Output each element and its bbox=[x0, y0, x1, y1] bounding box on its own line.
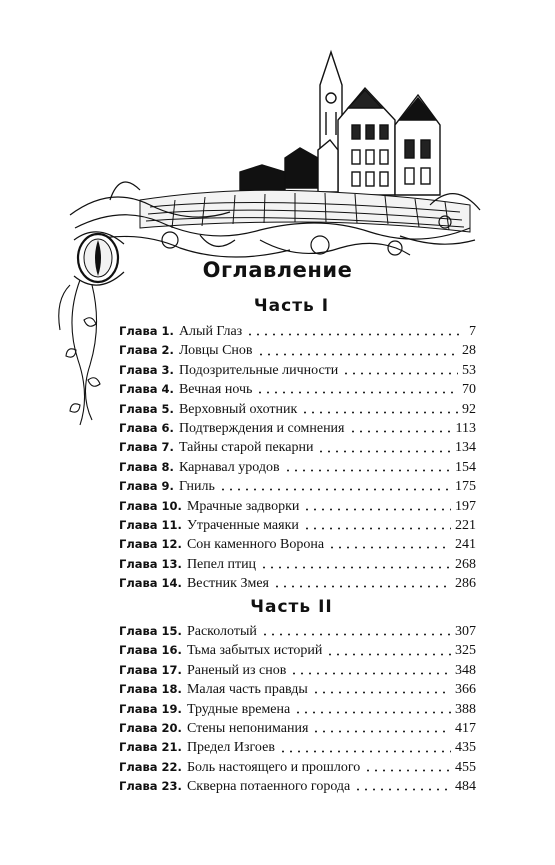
dot-leader bbox=[328, 546, 451, 549]
part-2-chapter-list bbox=[119, 622, 476, 797]
page-number: 417 bbox=[455, 720, 476, 736]
toc-entry bbox=[119, 719, 476, 738]
page-number: 7 bbox=[469, 324, 476, 339]
page-number: 366 bbox=[455, 682, 476, 698]
page-number: 197 bbox=[455, 498, 476, 514]
chapter-number: Глава 14. bbox=[119, 576, 182, 591]
toc-entry bbox=[119, 438, 476, 457]
chapter-title: Стены непонимания bbox=[186, 720, 309, 736]
page-number: 241 bbox=[455, 537, 476, 553]
chapter-number: Глава 1. bbox=[119, 324, 174, 338]
dot-leader bbox=[219, 488, 451, 491]
chapter-number: Глава 8. bbox=[119, 459, 174, 474]
toc-entry bbox=[119, 322, 476, 341]
dot-leader bbox=[303, 527, 451, 530]
toc-entry bbox=[119, 758, 476, 777]
chapter-number: Глава 3. bbox=[119, 362, 174, 377]
toc-entry bbox=[119, 380, 476, 399]
dot-leader bbox=[349, 430, 452, 433]
page-number: 113 bbox=[455, 420, 476, 436]
dot-leader bbox=[303, 508, 451, 511]
chapter-number: Глава 21. bbox=[119, 740, 182, 755]
chapter-title: Боль настоящего и прошлого bbox=[186, 759, 361, 775]
chapter-title: Сон каменного Ворона bbox=[186, 537, 325, 553]
toc-entry bbox=[119, 458, 476, 477]
chapter-title: Расколотый bbox=[186, 624, 257, 639]
toc-entry bbox=[119, 341, 476, 360]
chapter-title: Подтверждения и сомнения bbox=[178, 420, 345, 436]
toc-entry bbox=[119, 574, 476, 593]
chapter-number: Глава 23. bbox=[119, 779, 182, 794]
page-number: 134 bbox=[455, 440, 476, 456]
dot-leader bbox=[279, 750, 451, 753]
dot-leader bbox=[326, 653, 451, 656]
page-number: 286 bbox=[455, 576, 476, 592]
toc-entry bbox=[119, 400, 476, 419]
dot-leader bbox=[273, 585, 451, 588]
chapter-number: Глава 17. bbox=[119, 662, 182, 677]
chapter-title: Вечная ночь bbox=[178, 382, 253, 398]
chapter-number: Глава 13. bbox=[119, 556, 182, 571]
part-1-title: Часть I bbox=[253, 296, 330, 316]
toc-entry bbox=[119, 777, 476, 796]
dot-leader bbox=[312, 730, 451, 733]
page-number: 307 bbox=[455, 624, 476, 639]
dot-leader bbox=[246, 333, 465, 336]
dot-leader bbox=[257, 353, 458, 356]
part-2-title: Часть II bbox=[250, 597, 333, 617]
chapter-number: Глава 6. bbox=[119, 420, 174, 435]
chapter-number: Глава 15. bbox=[119, 624, 182, 638]
chapter-title: Тьма забытых историй bbox=[186, 643, 323, 659]
cobblestone-road bbox=[140, 190, 470, 232]
chapter-number: Глава 11. bbox=[119, 517, 182, 532]
page-number: 154 bbox=[455, 459, 476, 475]
dot-leader bbox=[312, 691, 451, 694]
page-number: 325 bbox=[455, 643, 476, 659]
toc-entry bbox=[119, 555, 476, 574]
toc-title: Оглавление bbox=[202, 258, 353, 282]
page-number: 92 bbox=[462, 401, 476, 417]
chapter-number: Глава 4. bbox=[119, 382, 174, 397]
chapter-number: Глава 5. bbox=[119, 401, 174, 416]
toc-entry bbox=[119, 516, 476, 535]
dot-leader bbox=[317, 450, 451, 453]
chapter-title: Предел Изгоев bbox=[186, 740, 275, 756]
castle-drawing bbox=[240, 52, 440, 195]
toc-entry bbox=[119, 661, 476, 680]
chapter-title: Подозрительные личности bbox=[178, 362, 339, 378]
chapter-title: Раненый из снов bbox=[186, 662, 287, 678]
chapter-title: Скверна потаенного города bbox=[186, 779, 351, 795]
toc-entry bbox=[119, 622, 476, 641]
toc-entry bbox=[119, 535, 476, 554]
page-number: 28 bbox=[462, 343, 476, 359]
chapter-title: Малая часть правды bbox=[186, 682, 308, 698]
chapter-number: Глава 18. bbox=[119, 682, 182, 697]
toc-entry bbox=[119, 680, 476, 699]
dot-leader bbox=[256, 391, 458, 394]
dot-leader bbox=[364, 769, 451, 772]
page-number: 175 bbox=[455, 479, 476, 495]
page-number: 435 bbox=[455, 740, 476, 756]
dot-leader bbox=[260, 566, 451, 569]
chapter-number: Глава 22. bbox=[119, 759, 182, 774]
chapter-number: Глава 9. bbox=[119, 479, 174, 494]
chapter-number: Глава 16. bbox=[119, 643, 182, 658]
chapter-title: Пепел птиц bbox=[186, 556, 257, 572]
chapter-title: Вестник Змея bbox=[186, 576, 269, 592]
dot-leader bbox=[294, 711, 451, 714]
toc-entry bbox=[119, 738, 476, 757]
page-number: 388 bbox=[455, 701, 476, 717]
chapter-number: Глава 10. bbox=[119, 498, 182, 513]
toc-entry bbox=[119, 641, 476, 660]
page-number: 484 bbox=[455, 779, 476, 795]
chapter-title: Гниль bbox=[178, 479, 215, 495]
part-1-chapter-list bbox=[119, 322, 476, 593]
chapter-number: Глава 20. bbox=[119, 720, 182, 735]
page-number: 53 bbox=[462, 362, 476, 378]
toc-entry bbox=[119, 477, 476, 496]
chapter-title: Тайны старой пекарни bbox=[178, 440, 314, 456]
chapter-number: Глава 19. bbox=[119, 701, 182, 716]
chapter-title: Алый Глаз bbox=[178, 324, 243, 339]
chapter-number: Глава 7. bbox=[119, 440, 174, 455]
chapter-number: Глава 2. bbox=[119, 343, 174, 358]
dot-leader bbox=[290, 672, 451, 675]
dot-leader bbox=[284, 469, 451, 472]
toc-entry bbox=[119, 700, 476, 719]
toc-entry bbox=[119, 419, 476, 438]
dot-leader bbox=[301, 411, 458, 414]
page-number: 348 bbox=[455, 662, 476, 678]
page-number: 455 bbox=[455, 759, 476, 775]
chapter-title: Утраченные маяки bbox=[186, 517, 299, 533]
chapter-title: Ловцы Снов bbox=[178, 343, 253, 359]
page-number: 70 bbox=[462, 382, 476, 398]
page-number: 221 bbox=[455, 517, 476, 533]
toc-entry bbox=[119, 361, 476, 380]
dot-leader bbox=[342, 372, 458, 375]
page-number: 268 bbox=[455, 556, 476, 572]
chapter-title: Верховный охотник bbox=[178, 401, 298, 417]
chapter-title: Трудные времена bbox=[186, 701, 291, 717]
chapter-title: Мрачные задворки bbox=[186, 498, 300, 514]
dot-leader bbox=[354, 788, 451, 791]
toc-entry bbox=[119, 497, 476, 516]
chapter-number: Глава 12. bbox=[119, 537, 182, 552]
chapter-title: Карнавал уродов bbox=[178, 459, 280, 475]
dot-leader bbox=[261, 633, 451, 636]
